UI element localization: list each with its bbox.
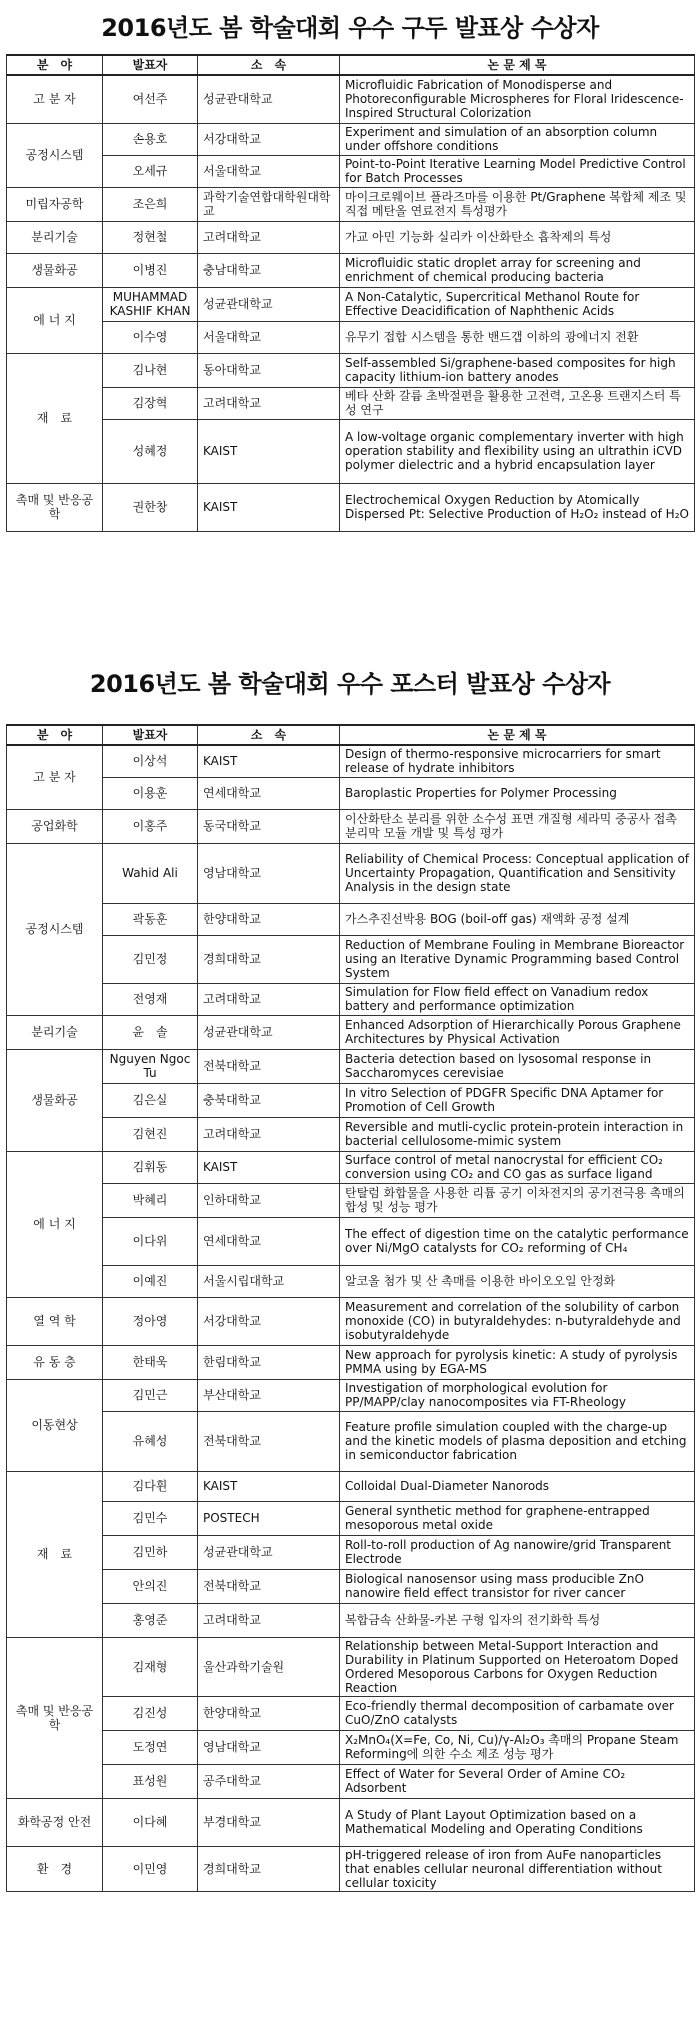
paper-title-cell: Microfluidic Fabrication of Monodisperse and Photoreconfigurable Microspheres for Floral Iridescence-Inspired Structural Colorization — [340, 75, 695, 123]
presenter-cell: 정현철 — [103, 221, 198, 253]
presenter-cell: 김민정 — [103, 935, 198, 983]
paper-title-cell: 유무기 접합 시스템을 통한 밴드갭 이하의 광에너지 전환 — [340, 321, 695, 353]
affiliation-cell: 영남대학교 — [198, 843, 340, 903]
paper-title-cell: Reversible and mutli-cyclic protein-protein interaction in bacterial cellulosome-mimic system — [340, 1117, 695, 1151]
table-row — [7, 483, 695, 531]
table-row — [7, 253, 695, 287]
table-row — [7, 1297, 695, 1345]
table-row — [7, 1379, 695, 1411]
affiliation-cell: POSTECH — [198, 1501, 340, 1535]
table-row — [7, 1265, 695, 1297]
table-row — [7, 1846, 695, 1891]
presenter-cell: 권한창 — [103, 483, 198, 531]
paper-title-cell: Biological nanosensor using mass producible ZnO nanowire field effect transistor for river cancer — [340, 1569, 695, 1603]
paper-title-cell: Measurement and correlation of the solubility of carbon monoxide (CO) in butyraldehydes: n-butyraldehyde and isobutyraldehyde — [340, 1297, 695, 1345]
table-row — [7, 1764, 695, 1798]
paper-title-cell: 가교 아민 기능화 실리카 이산화탄소 흡착제의 특성 — [340, 221, 695, 253]
presenter-cell: Nguyen Ngoc Tu — [103, 1049, 198, 1083]
affiliation-cell: KAIST — [198, 1151, 340, 1183]
affiliation-cell: 충북대학교 — [198, 1083, 340, 1117]
paper-title-cell: Eco-friendly thermal decomposition of carbamate over CuO/ZnO catalysts — [340, 1696, 695, 1730]
table-row — [7, 1535, 695, 1569]
table-row — [7, 777, 695, 809]
table-row — [7, 1015, 695, 1049]
field-cell: 에 너 지 — [7, 1151, 103, 1297]
presenter-cell: 이다위 — [103, 1217, 198, 1265]
paper-title-cell: Design of thermo-responsive microcarriers for smart release of hydrate inhibitors — [340, 745, 695, 777]
field-cell: 촉매 및 반응공학 — [7, 483, 103, 531]
table-header-row — [7, 55, 695, 75]
presenter-cell: 이홍주 — [103, 809, 198, 843]
paper-title-cell: Roll-to-roll production of Ag nanowire/grid Transparent Electrode — [340, 1535, 695, 1569]
affiliation-cell: 성균관대학교 — [198, 1535, 340, 1569]
affiliation-cell: 고려대학교 — [198, 983, 340, 1015]
header-affiliation: 소 속 — [198, 55, 340, 75]
presenter-cell: 김다휜 — [103, 1471, 198, 1501]
presenter-cell: 이상석 — [103, 745, 198, 777]
presenter-cell: 김나현 — [103, 353, 198, 387]
field-cell: 촉매 및 반응공학 — [7, 1637, 103, 1798]
presenter-cell: 안의진 — [103, 1569, 198, 1603]
paper-title-cell: 베타 산화 갈륨 초박절편을 활용한 고전력, 고온용 트랜지스터 특성 연구 — [340, 387, 695, 419]
paper-title-cell: Baroplastic Properties for Polymer Processing — [340, 777, 695, 809]
affiliation-cell: 부산대학교 — [198, 1379, 340, 1411]
table-row — [7, 1730, 695, 1764]
paper-title-cell: Effect of Water for Several Order of Amine CO₂ Adsorbent — [340, 1764, 695, 1798]
field-cell: 환 경 — [7, 1846, 103, 1891]
table-row — [7, 1151, 695, 1183]
presenter-cell: 유혜성 — [103, 1411, 198, 1471]
affiliation-cell: 고려대학교 — [198, 221, 340, 253]
table-row — [7, 419, 695, 483]
paper-title-cell: General synthetic method for graphene-entrapped mesoporous metal oxide — [340, 1501, 695, 1535]
paper-title-cell: Investigation of morphological evolution for PP/MAPP/clay nanocomposites via FT-Rheology — [340, 1379, 695, 1411]
table-row — [7, 1637, 695, 1696]
presenter-cell: 홍영준 — [103, 1603, 198, 1637]
affiliation-cell: KAIST — [198, 483, 340, 531]
field-cell: 공업화학 — [7, 809, 103, 843]
affiliation-cell: 고려대학교 — [198, 1117, 340, 1151]
presenter-cell: 윤 솔 — [103, 1015, 198, 1049]
table-row — [7, 1117, 695, 1151]
presenter-cell: 정아영 — [103, 1297, 198, 1345]
paper-title-cell: 알코올 첨가 및 산 촉매를 이용한 바이오오일 안정화 — [340, 1265, 695, 1297]
presenter-cell: MUHAMMAD KASHIF KHAN — [103, 287, 198, 321]
affiliation-cell: 연세대학교 — [198, 1217, 340, 1265]
table-row — [7, 1696, 695, 1730]
presenter-cell: 김민수 — [103, 1501, 198, 1535]
header-paper-title: 논 문 제 목 — [340, 55, 695, 75]
table-row — [7, 221, 695, 253]
table-row — [7, 935, 695, 983]
field-cell: 공정시스템 — [7, 123, 103, 187]
presenter-cell: 김재형 — [103, 1637, 198, 1696]
field-cell: 열 역 학 — [7, 1297, 103, 1345]
affiliation-cell: 동국대학교 — [198, 809, 340, 843]
table-row — [7, 1798, 695, 1846]
paper-title-cell: Enhanced Adsorption of Hierarchically Porous Graphene Architectures by Physical Activation — [340, 1015, 695, 1049]
table-row — [7, 983, 695, 1015]
presenter-cell: 오세규 — [103, 155, 198, 187]
affiliation-cell: 고려대학교 — [198, 1603, 340, 1637]
field-cell: 분리기술 — [7, 221, 103, 253]
affiliation-cell: 한양대학교 — [198, 903, 340, 935]
presenter-cell: 곽동훈 — [103, 903, 198, 935]
paper-title-cell: A Study of Plant Layout Optimization based on a Mathematical Modeling and Operating Conditions — [340, 1798, 695, 1846]
table-row — [7, 155, 695, 187]
affiliation-cell: KAIST — [198, 745, 340, 777]
affiliation-cell: 영남대학교 — [198, 1730, 340, 1764]
table-row — [7, 843, 695, 903]
affiliation-cell: 공주대학교 — [198, 1764, 340, 1798]
field-cell: 분리기술 — [7, 1015, 103, 1049]
affiliation-cell: 인하대학교 — [198, 1183, 340, 1217]
poster-award-title: 2016년도 봄 학술대회 우수 포스터 발표상 수상자 — [89, 670, 611, 698]
presenter-cell: 손용호 — [103, 123, 198, 155]
presenter-cell: 이예진 — [103, 1265, 198, 1297]
presenter-cell: 한태욱 — [103, 1345, 198, 1379]
table-row — [7, 1471, 695, 1501]
table-row — [7, 321, 695, 353]
presenter-cell: 김장혁 — [103, 387, 198, 419]
presenter-cell: 조은희 — [103, 187, 198, 221]
table-row — [7, 1083, 695, 1117]
table-row — [7, 187, 695, 221]
presenter-cell: 표성원 — [103, 1764, 198, 1798]
paper-title-cell: Point-to-Point Iterative Learning Model Predictive Control for Batch Processes — [340, 155, 695, 187]
table-row — [7, 1183, 695, 1217]
field-cell: 생물화공 — [7, 1049, 103, 1151]
affiliation-cell: 부경대학교 — [198, 1798, 340, 1846]
paper-title-cell: 가스추진선박용 BOG (boil-off gas) 재액화 공정 설계 — [340, 903, 695, 935]
paper-title-cell: Reliability of Chemical Process: Conceptual application of Uncertainty Propagation, Quantification and Sensitivity Analysis in the design state — [340, 843, 695, 903]
oral-award-title: 2016년도 봄 학술대회 우수 구두 발표상 수상자 — [101, 14, 599, 42]
presenter-cell: 이용훈 — [103, 777, 198, 809]
affiliation-cell: 서울시립대학교 — [198, 1265, 340, 1297]
affiliation-cell: 전북대학교 — [198, 1411, 340, 1471]
presenter-cell: 이다혜 — [103, 1798, 198, 1846]
paper-title-cell: Relationship between Metal-Support Interaction and Durability in Platinum Supported on Heteroatom Doped Ordered Mesoporous Carbons for Oxygen Reduction Reaction — [340, 1637, 695, 1696]
field-cell: 화학공정 안전 — [7, 1798, 103, 1846]
paper-title-cell: The effect of digestion time on the catalytic performance over Ni/MgO catalysts for CO₂ reforming of CH₄ — [340, 1217, 695, 1265]
affiliation-cell: 서강대학교 — [198, 123, 340, 155]
affiliation-cell: 과학기술연합대학원대학교 — [198, 187, 340, 221]
table-row — [7, 287, 695, 321]
affiliation-cell: 서울대학교 — [198, 321, 340, 353]
affiliation-cell: 전북대학교 — [198, 1569, 340, 1603]
field-cell: 에 너 지 — [7, 287, 103, 353]
affiliation-cell: 한림대학교 — [198, 1345, 340, 1379]
table-header-row — [7, 725, 695, 745]
presenter-cell: 이민영 — [103, 1846, 198, 1891]
presenter-cell: 박혜리 — [103, 1183, 198, 1217]
paper-title-cell: Electrochemical Oxygen Reduction by Atomically Dispersed Pt: Selective Production of H₂O₂ instead of H₂O — [340, 483, 695, 531]
affiliation-cell: 성균관대학교 — [198, 1015, 340, 1049]
table-row — [7, 903, 695, 935]
poster-award-table — [6, 724, 695, 1892]
header-affiliation: 소 속 — [198, 725, 340, 745]
field-cell: 고 분 자 — [7, 745, 103, 809]
table-row — [7, 123, 695, 155]
affiliation-cell: 연세대학교 — [198, 777, 340, 809]
presenter-cell: Wahid Ali — [103, 843, 198, 903]
field-cell: 고 분 자 — [7, 75, 103, 123]
affiliation-cell: 고려대학교 — [198, 387, 340, 419]
paper-title-cell: pH-triggered release of iron from AuFe nanoparticles that enables cellular neuronal differentiation without cellular toxicity — [340, 1846, 695, 1891]
affiliation-cell: KAIST — [198, 1471, 340, 1501]
presenter-cell: 김민하 — [103, 1535, 198, 1569]
table-row — [7, 387, 695, 419]
paper-title-cell: In vitro Selection of PDGFR Specific DNA Aptamer for Promotion of Cell Growth — [340, 1083, 695, 1117]
table-row — [7, 1603, 695, 1637]
affiliation-cell: 성균관대학교 — [198, 75, 340, 123]
table-row — [7, 1217, 695, 1265]
paper-title-cell: 탄탈럼 화합물을 사용한 리튬 공기 이차전지의 공기전극용 촉매의 합성 및 성능 평가 — [340, 1183, 695, 1217]
table-row — [7, 1411, 695, 1471]
presenter-cell: 이병진 — [103, 253, 198, 287]
paper-title-cell: Reduction of Membrane Fouling in Membrane Bioreactor using an Iterative Dynamic Programming based Control System — [340, 935, 695, 983]
header-field: 분 야 — [7, 55, 103, 75]
paper-title-cell: New approach for pyrolysis kinetic: A study of pyrolysis PMMA using by EGA-MS — [340, 1345, 695, 1379]
oral-award-table — [6, 54, 695, 532]
field-cell: 미립자공학 — [7, 187, 103, 221]
paper-title-cell: A low-voltage organic complementary inverter with high operation stability and flexibility using an ultrathin iCVD polymer dielectric and a hybrid encapsulation layer — [340, 419, 695, 483]
affiliation-cell: 경희대학교 — [198, 1846, 340, 1891]
paper-title-cell: Surface control of metal nanocrystal for efficient CO₂ conversion using CO₂ and CO gas as surface ligand — [340, 1151, 695, 1183]
field-cell: 생물화공 — [7, 253, 103, 287]
presenter-cell: 이수영 — [103, 321, 198, 353]
presenter-cell: 김진성 — [103, 1696, 198, 1730]
affiliation-cell: 충남대학교 — [198, 253, 340, 287]
presenter-cell: 도정연 — [103, 1730, 198, 1764]
affiliation-cell: 서울대학교 — [198, 155, 340, 187]
field-cell: 재 료 — [7, 353, 103, 483]
paper-title-cell: A Non-Catalytic, Supercritical Methanol Route for Effective Deacidification of Naphthenic Acids — [340, 287, 695, 321]
field-cell: 이동현상 — [7, 1379, 103, 1471]
affiliation-cell: 성균관대학교 — [198, 287, 340, 321]
affiliation-cell: 울산과학기술원 — [198, 1637, 340, 1696]
paper-title-cell: Experiment and simulation of an absorption column under offshore conditions — [340, 123, 695, 155]
table-row — [7, 75, 695, 123]
table-row — [7, 745, 695, 777]
table-row — [7, 1049, 695, 1083]
paper-title-cell: Bacteria detection based on lysosomal response in Saccharomyces cerevisiae — [340, 1049, 695, 1083]
table-row — [7, 809, 695, 843]
header-field: 분 야 — [7, 725, 103, 745]
presenter-cell: 여선주 — [103, 75, 198, 123]
paper-title-cell: 복합금속 산화물-카본 구형 입자의 전기화학 특성 — [340, 1603, 695, 1637]
affiliation-cell: 서강대학교 — [198, 1297, 340, 1345]
paper-title-cell: 마이크로웨이브 플라즈마를 이용한 Pt/Graphene 복합체 제조 및 직접 메탄올 연료전지 특성평가 — [340, 187, 695, 221]
table-row — [7, 1345, 695, 1379]
header-presenter: 발표자 — [103, 725, 198, 745]
presenter-cell: 성혜정 — [103, 419, 198, 483]
field-cell: 재 료 — [7, 1471, 103, 1637]
header-paper-title: 논 문 제 목 — [340, 725, 695, 745]
table-row — [7, 353, 695, 387]
affiliation-cell: 한양대학교 — [198, 1696, 340, 1730]
affiliation-cell: 경희대학교 — [198, 935, 340, 983]
affiliation-cell: KAIST — [198, 419, 340, 483]
field-cell: 공정시스템 — [7, 843, 103, 1015]
paper-title-cell: 이산화탄소 분리를 위한 소수성 표면 개질형 세라믹 중공사 접촉 분리막 모듈 개발 및 특성 평가 — [340, 809, 695, 843]
paper-title-cell: X₂MnO₄(X=Fe, Co, Ni, Cu)/γ-Al₂O₃ 촉매의 Propane Steam Reforming에 의한 수소 제조 성능 평가 — [340, 1730, 695, 1764]
affiliation-cell: 동아대학교 — [198, 353, 340, 387]
presenter-cell: 김현진 — [103, 1117, 198, 1151]
affiliation-cell: 전북대학교 — [198, 1049, 340, 1083]
header-presenter: 발표자 — [103, 55, 198, 75]
presenter-cell: 김민근 — [103, 1379, 198, 1411]
paper-title-cell: Feature profile simulation coupled with the charge-up and the kinetic models of plasma deposition and etching in semiconductor fabrication — [340, 1411, 695, 1471]
presenter-cell: 김휘동 — [103, 1151, 198, 1183]
presenter-cell: 김은실 — [103, 1083, 198, 1117]
table-row — [7, 1501, 695, 1535]
table-row — [7, 1569, 695, 1603]
paper-title-cell: Simulation for Flow field effect on Vanadium redox battery and performance optimization — [340, 983, 695, 1015]
field-cell: 유 동 층 — [7, 1345, 103, 1379]
paper-title-cell: Colloidal Dual-Diameter Nanorods — [340, 1471, 695, 1501]
paper-title-cell: Self-assembled Si/graphene-based composites for high capacity lithium-ion battery anodes — [340, 353, 695, 387]
presenter-cell: 전영재 — [103, 983, 198, 1015]
paper-title-cell: Microfluidic static droplet array for screening and enrichment of chemical producing bacteria — [340, 253, 695, 287]
